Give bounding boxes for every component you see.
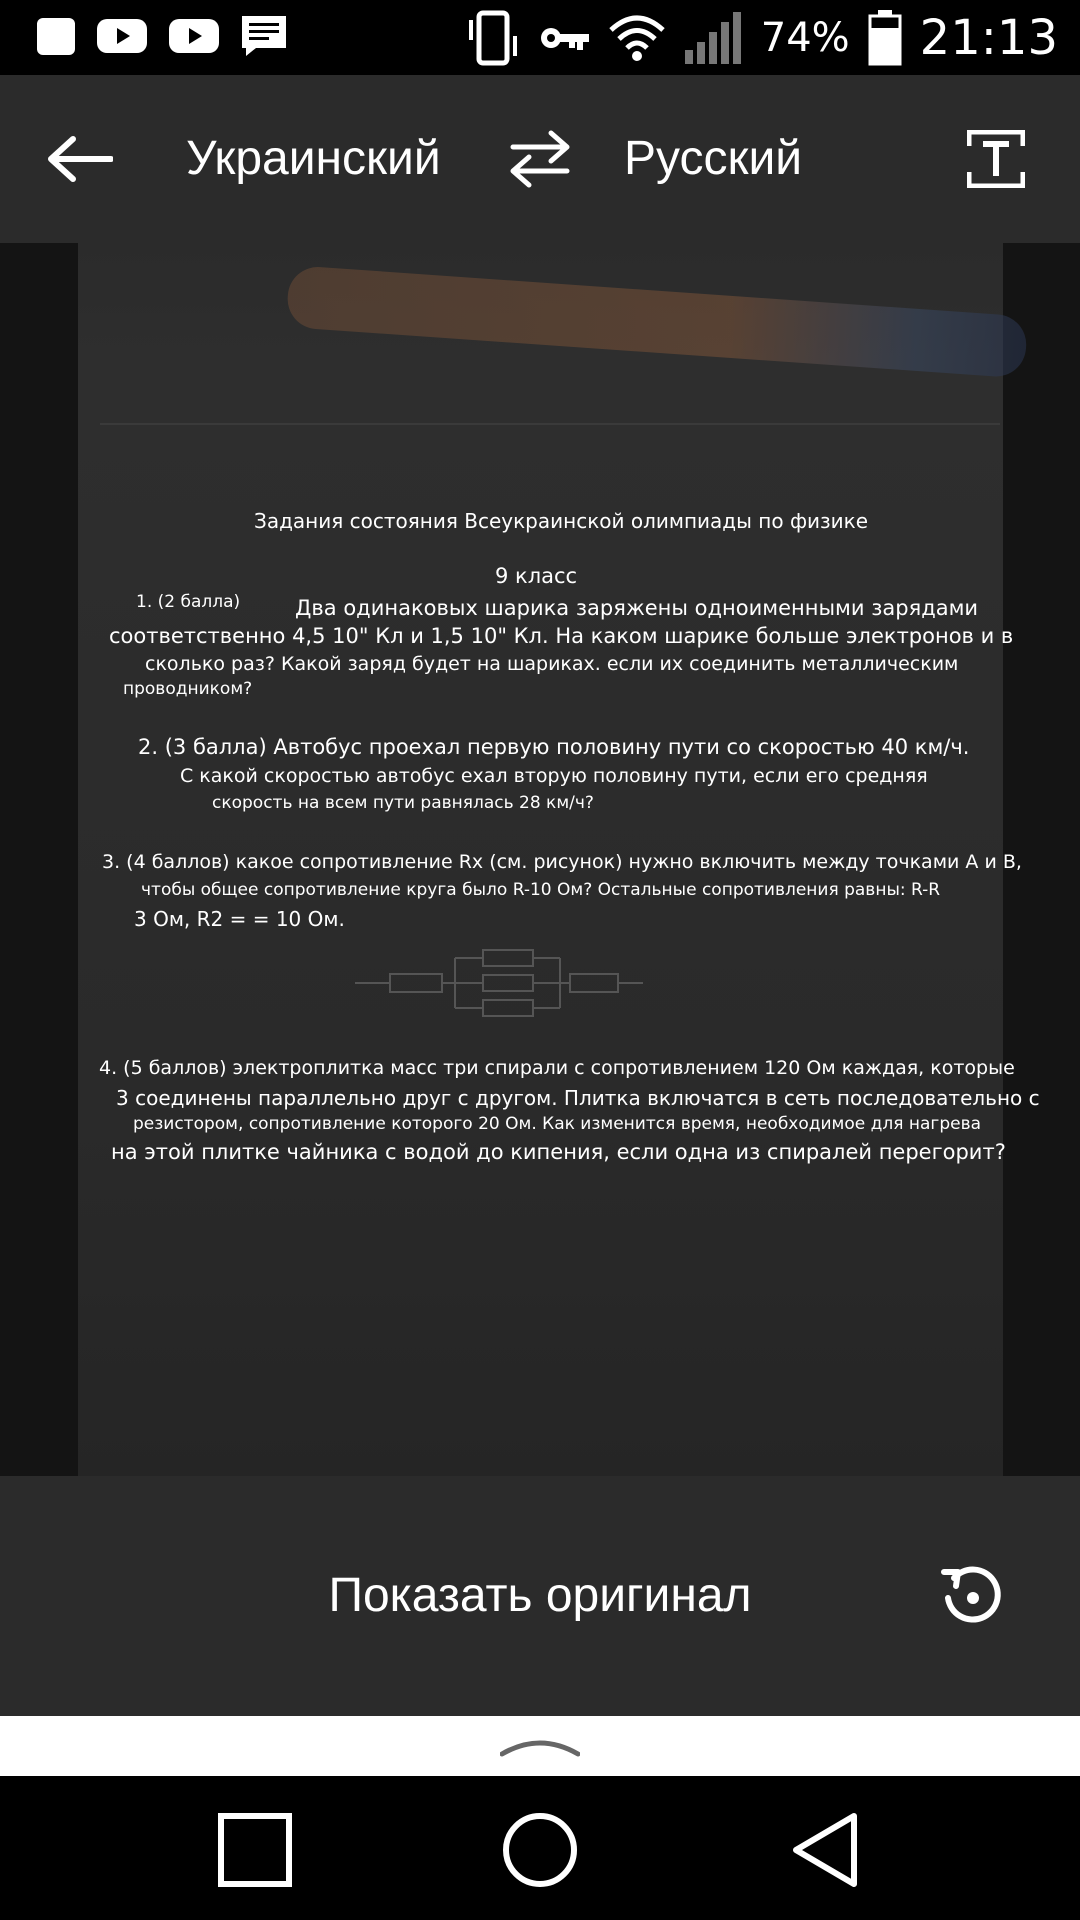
document-title: Задания состояния Всеукраинской олимпиады по физике — [254, 509, 869, 533]
navigation-bar — [0, 1776, 1080, 1920]
bottom-controls — [0, 1476, 1080, 1716]
recents-button[interactable] — [200, 1802, 310, 1898]
wifi-icon — [609, 14, 665, 62]
back-arrow-icon — [47, 135, 113, 183]
battery-percent: 74% — [760, 14, 850, 61]
vpn-key-icon — [539, 18, 591, 58]
source-language-button[interactable]: Украинский — [186, 132, 441, 185]
square-app-icon — [36, 16, 76, 56]
home-button[interactable] — [485, 1802, 595, 1898]
target-language-button[interactable]: Русский — [624, 132, 803, 185]
swap-languages-button[interactable] — [500, 119, 580, 199]
back-triangle-icon — [790, 1810, 860, 1890]
translated-line: С какой скоростью автобус ехал вторую половину пути, если его средняя — [180, 765, 928, 787]
translated-line: 4. (5 баллов) электроплитка масс три спирали с сопротивлением 120 Ом каждая, которые — [99, 1057, 1015, 1079]
document-grade: 9 класс — [495, 564, 578, 588]
vibrate-icon — [465, 10, 521, 66]
translated-line: 2. (3 балла) Автобус проехал первую половину пути со скоростью 40 км/ч. — [138, 735, 970, 759]
signal-icon — [683, 12, 743, 64]
translated-line: чтобы общее сопротивление круга было R-10 Ом? Остальные сопротивления равны: R-R — [141, 880, 941, 900]
translated-line: на этой плитке чайника с водой до кипения, если одна из спиралей перегорит? — [111, 1140, 1006, 1164]
recents-square-icon — [217, 1812, 293, 1888]
bottom-sheet-handle[interactable] — [0, 1716, 1080, 1776]
message-icon — [240, 14, 288, 58]
youtube-icon — [96, 16, 148, 56]
translated-line: 3. (4 баллов) какое сопротивление Rx (см. рисунок) нужно включить между точками А и В, — [102, 851, 1022, 873]
rotate-icon — [940, 1564, 1004, 1628]
translated-line: резистором, сопротивление которого 20 Ом. Как изменится время, необходимое для нагрева — [133, 1114, 982, 1134]
battery-icon — [868, 10, 902, 66]
notification-icons — [36, 14, 288, 58]
show-original-button[interactable]: Показать оригинал — [328, 1569, 752, 1622]
rotate-button[interactable] — [932, 1556, 1012, 1636]
translated-line: проводником? — [123, 679, 253, 699]
clock: 21:13 — [919, 9, 1058, 66]
circuit-diagram — [355, 943, 645, 1043]
text-mode-icon — [967, 130, 1025, 188]
paper-edge — [100, 423, 1000, 425]
status-bar — [0, 0, 1080, 75]
translated-line: 3 соединены параллельно друг с другом. Плитка включатся в сеть последовательно с — [116, 1086, 1040, 1110]
translated-line: соответственно 4,5 10" Кл и 1,5 10" Кл. На каком шарике больше электронов и в — [109, 624, 1014, 648]
system-status — [465, 0, 1058, 75]
translated-line: 1. (2 балла) — [136, 592, 241, 612]
camera-photo-area — [0, 243, 1080, 1476]
youtube-icon — [168, 16, 220, 56]
home-circle-icon — [502, 1812, 578, 1888]
text-mode-button[interactable] — [956, 119, 1036, 199]
back-button[interactable] — [40, 119, 120, 199]
app-bar — [0, 75, 1080, 243]
translated-line: Два одинаковых шарика заряжены одноименными зарядами — [295, 596, 979, 620]
chevron-up-icon — [500, 1734, 580, 1758]
translated-line: сколько раз? Какой заряд будет на шариках. если их соединить металлическим — [145, 653, 959, 675]
translated-line: 3 Ом, R2 = = 10 Ом. — [134, 907, 345, 931]
swap-icon — [507, 129, 573, 189]
translated-line: скорость на всем пути равнялась 28 км/ч? — [212, 793, 594, 813]
back-nav-button[interactable] — [770, 1802, 880, 1898]
